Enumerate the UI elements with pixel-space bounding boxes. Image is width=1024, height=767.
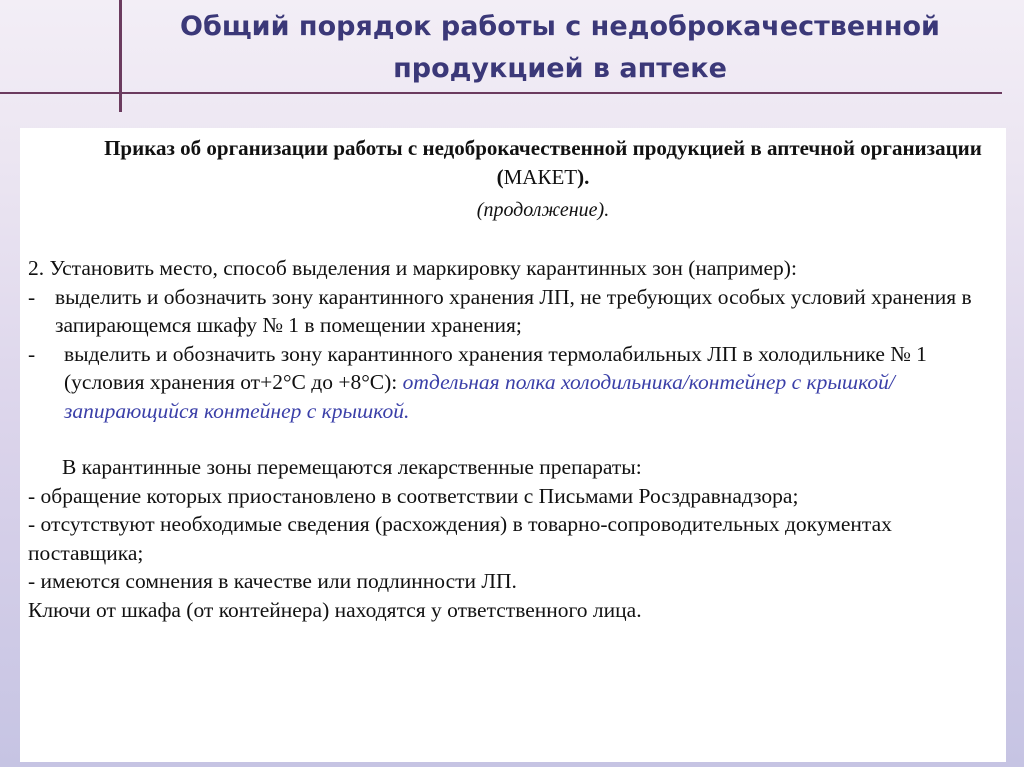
bullet-fridge-zone [28, 340, 998, 426]
slide-title: Общий порядок работы с недоброкачественной продукцией в аптеке [180, 11, 940, 84]
title-vertical-rule [119, 0, 122, 112]
document-heading [20, 134, 1006, 192]
document-heading-maket: МАКЕТ [503, 165, 578, 189]
title-horizontal-rule [0, 92, 1002, 94]
item-2-intro: 2. Установить место, способ выделения и маркировку карантинных зон (например): [28, 256, 797, 280]
document-heading-text: Приказ об организации работы с недоброкачественной продукцией в аптечной организации ( [104, 136, 982, 189]
document-continued-note: (продолжение). [476, 199, 610, 221]
bullet-dash: - [28, 284, 36, 309]
document-heading-end: ). [577, 165, 590, 189]
quarantine-item-suspended: - обращение которых приостановлено в соответствии с Письмами Росздравнадзора; [28, 483, 799, 508]
document-body [28, 254, 998, 624]
bullet-fridge-text: выделить и обозначить зону карантинного хранения термолабильных ЛП в холодильнике № 1 (условия хранения от+2°С до +8°С): [64, 341, 927, 394]
keys-note: Ключи от шкафа (от контейнера) находятся у ответственного лица. [28, 597, 642, 622]
spacer [28, 425, 998, 453]
quarantine-intro: В карантинные зоны перемещаются лекарственные препараты: [62, 455, 642, 479]
bullet-fridge-note: отдельная полка холодильника/контейнер с крышкой/ запирающийся контейнер с крышкой. [64, 370, 895, 423]
bullet-cabinet-text: ыделить и обозначить зону карантинного хранения ЛП, не требующих особых условий хранения в запирающемся шкафу № 1 в помещении хранения; [55, 284, 972, 337]
quarantine-item-doubts: - имеются сомнения в качестве или подлинности ЛП. [28, 569, 517, 593]
document-panel [20, 128, 1006, 762]
bullet-cabinet-zone [28, 283, 998, 340]
bullet-cabinet-first-letter: в [55, 284, 66, 309]
quarantine-item-missing-docs: - отсутствуют необходимые сведения (расхождения) в товарно-сопроводительных документах поставщика; [28, 512, 892, 565]
bullet-dash: - [28, 341, 36, 366]
